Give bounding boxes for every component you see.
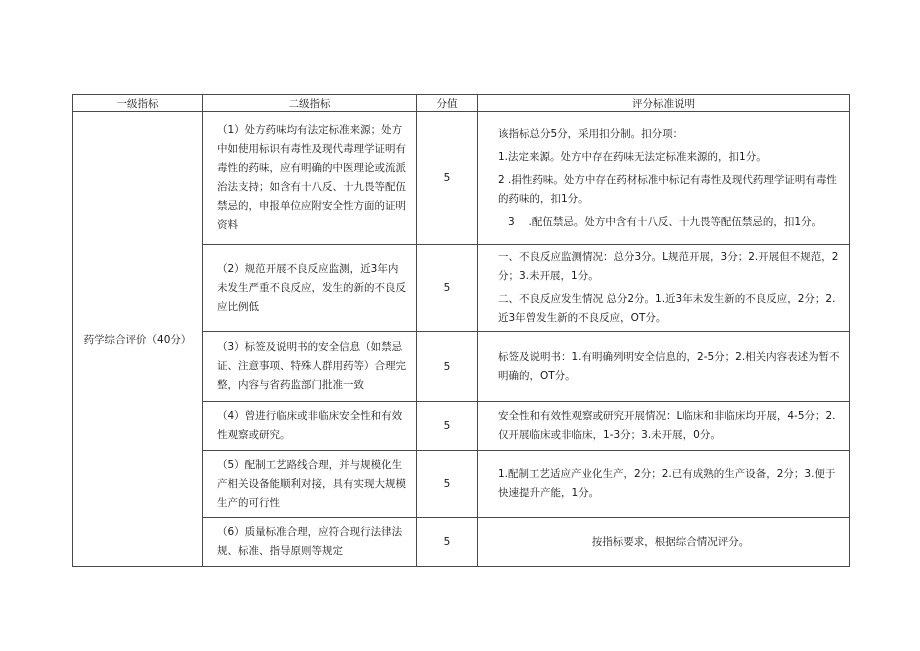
criteria-cell [478,112,850,245]
criteria-line: 3 .配伍禁忌。处方中含有十八反、十九畏等配伍禁忌的，扣1分。 [508,215,823,228]
score-cell: 5 [417,112,478,245]
indicator-cell: （2）规范开展不良反应监测，近3年内未发生严重不良反应，发生的新的不良反应比例低 [203,245,417,332]
criteria-cell [478,245,850,332]
indicator-cell: （6）质量标准合理，应符合现行法律法规、标准、指导原则等规定 [203,518,417,567]
criteria-line: 安全性和有效性观察或研究开展情况：L临床和非临床均开展，4-5分；2.仅开展临床或非临床，1-3分；3.未开展，0分。 [498,410,836,441]
criteria-line: 该指标总分5分，采用扣分制。扣分项： [498,127,684,140]
criteria-line: 按指标要求，根据综合情况评分。 [591,535,750,548]
score-cell: 5 [417,332,478,402]
criteria-cell [478,402,850,451]
indicator-cell: （1）处方药味均有法定标准来源；处方中如使用标识有毒性及现代毒理学证明有毒性的药味，应有明确的中医理论或流派治法支持；如含有十八反、十九畏等配伍禁忌的，申报单位应附安全性方面的证明资料 [203,112,417,245]
criteria-cell [478,451,850,518]
table-row [73,112,850,245]
indicator-cell: （4）曾进行临床或非临床安全性和有效性观察或研究。 [203,402,417,451]
header-score: 分值 [417,95,478,112]
criteria-cell [478,518,850,567]
criteria-cell [478,332,850,402]
header-criteria: 评分标准说明 [478,95,850,112]
criteria-line: 一、不良反应监测情况：总分3分。L规范开展，3分；2.开展但不规范，2分；3.未开展，1分。 [498,251,839,282]
score-cell: 5 [417,451,478,518]
indicator-cell: （3）标签及说明书的安全信息（如禁忌证、注意事项、特殊人群用药等）合理完整，内容与省药监部门批准一致 [203,332,417,402]
criteria-line: 2 .捐性药味。处方中存在药材标准中标记有毒性及现代药理学证明有毒性的药味的，扣1分。 [498,173,837,205]
category-cell: 药学综合评价（40分） [73,112,203,567]
score-cell: 5 [417,402,478,451]
criteria-line: 二、不良反应发生情况 总分2分。1.近3年未发生新的不良反应，2分；2.近3年曾发生新的不良反应，OT分。 [498,293,836,324]
criteria-line: 标签及说明书：1.有明确列明安全信息的，2-5分；2.相关内容表述为暂不明确的，OT分。 [498,350,840,382]
criteria-line: 1.法定来源。处方中存在药味无法定标准来源的，扣1分。 [498,150,767,163]
indicator-cell: （5）配制工艺路线合理，并与规模化生产相关设备能顺利对接，具有实现大规模生产的可行性 [203,451,417,518]
header-row [73,95,850,112]
criteria-line: 1.配制工艺适应产业化生产，2分；2.已有成熟的生产设备，2分；3.便于快速提升产能，1分。 [498,468,836,499]
header-level2: 二级指标 [203,95,417,112]
score-cell: 5 [417,518,478,567]
scoring-table [72,94,850,567]
score-cell: 5 [417,245,478,332]
header-level1: 一级指标 [73,95,203,112]
